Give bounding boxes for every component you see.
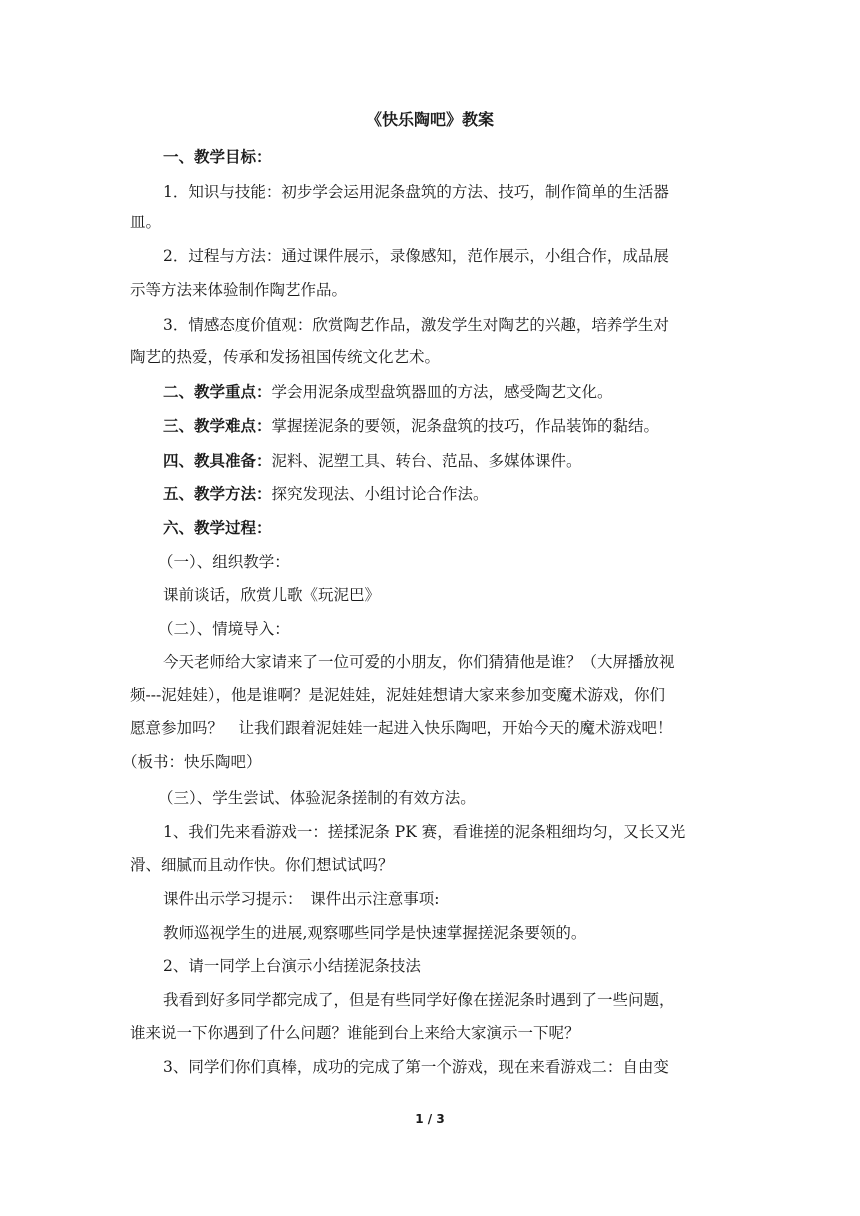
subheading: （二）、情境导入： bbox=[158, 620, 290, 638]
paragraph-line: （板书：快乐陶吧） bbox=[122, 753, 262, 771]
subheading: （一）、组织教学： bbox=[158, 553, 290, 571]
paragraph-line: 皿。 bbox=[130, 213, 162, 231]
paragraph-line: 滑、细腻而且动作快。你们想试试吗？ bbox=[130, 856, 394, 874]
paragraph-line: 3．情感态度价值观：欣赏陶艺作品，激发学生对陶艺的兴趣，培养学生对 bbox=[163, 316, 669, 334]
section-text: 学会用泥条成型盘筑器皿的方法，感受陶艺文化。 bbox=[271, 383, 613, 401]
section-heading: 四、教具准备： bbox=[163, 451, 272, 470]
section-key-points bbox=[163, 380, 783, 404]
subheading: （三）、学生尝试、体验泥条搓制的有效方法。 bbox=[158, 789, 476, 807]
paragraph-line: 陶艺的热爱，传承和发扬祖国传统文化艺术。 bbox=[130, 348, 441, 366]
paragraph-line: 1．知识与技能：初步学会运用泥条盘筑的方法、技巧，制作简单的生活器 bbox=[163, 183, 669, 201]
paragraph-line: 2、请一同学上台演示小结搓泥条技法 bbox=[163, 957, 421, 975]
section-text: 探究发现法、小组讨论合作法。 bbox=[271, 485, 489, 503]
paragraph-line: 1、我们先来看游戏一：搓揉泥条 PK 赛，看谁搓的泥条粗细均匀，又长又光 bbox=[163, 823, 686, 841]
paragraph-line: 课件出示学习提示： 课件出示注意事项: bbox=[163, 890, 440, 908]
section-methods bbox=[163, 482, 783, 506]
section-materials bbox=[163, 449, 783, 473]
paragraph-line: 3、同学们你们真棒，成功的完成了第一个游戏，现在来看游戏二：自由变 bbox=[163, 1058, 669, 1076]
paragraph-line: 2．过程与方法：通过课件展示，录像感知，范作展示，小组合作，成品展 bbox=[163, 247, 669, 265]
section-text: 泥料、泥塑工具、转台、范品、多媒体课件。 bbox=[271, 452, 582, 470]
paragraph-line: 示等方法来体验制作陶艺作品。 bbox=[130, 281, 348, 299]
heading-objectives: 一、教学目标： bbox=[163, 147, 272, 166]
paragraph-line: 谁来说一下你遇到了什么问题？谁能到台上来给大家演示一下呢？ bbox=[130, 1024, 580, 1042]
paragraph-line: 今天老师给大家请来了一位可爱的小朋友，你们猜猜他是谁？（大屏播放视 bbox=[163, 653, 675, 671]
section-difficulties bbox=[163, 414, 783, 438]
paragraph-line: 我看到好多同学都完成了，但是有些同学好像在搓泥条时遇到了一些问题， bbox=[163, 991, 675, 1009]
section-text: 掌握搓泥条的要领，泥条盘筑的技巧，作品装饰的黏结。 bbox=[271, 417, 660, 435]
section-heading: 三、教学难点： bbox=[163, 416, 272, 435]
heading-process: 六、教学过程： bbox=[163, 518, 272, 537]
paragraph-line: 课前谈话，欣赏儿歌《玩泥巴》 bbox=[163, 586, 381, 604]
paragraph-line: 教师巡视学生的进展,观察哪些同学是快速掌握搓泥条要领的。 bbox=[163, 924, 587, 942]
paragraph-line: 愿意参加吗？ 让我们跟着泥娃娃一起进入快乐陶吧，开始今天的魔术游戏吧！ bbox=[130, 719, 673, 737]
page-number: 1 / 3 bbox=[415, 1112, 445, 1126]
section-heading: 五、教学方法： bbox=[163, 484, 272, 503]
paragraph-line: 频---泥娃娃），他是谁啊？是泥娃娃，泥娃娃想请大家来参加变魔术游戏，你们 bbox=[130, 686, 665, 704]
document-title: 《快乐陶吧》教案 bbox=[365, 110, 494, 129]
section-heading: 二、教学重点： bbox=[163, 382, 272, 401]
